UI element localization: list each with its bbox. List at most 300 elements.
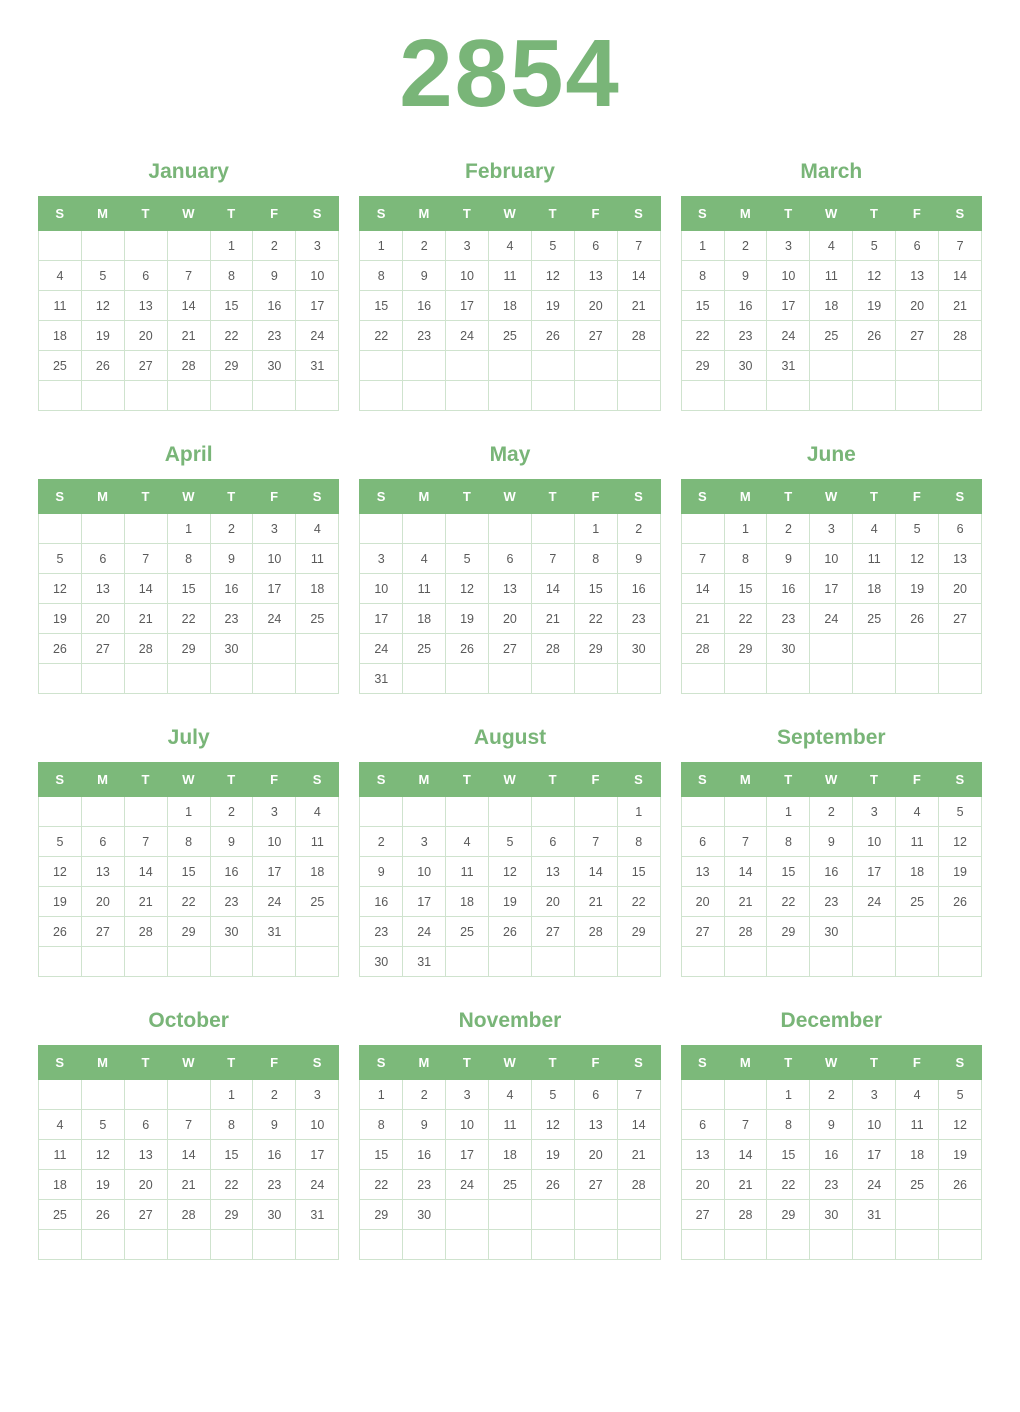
day-cell[interactable]: 19 (939, 1140, 982, 1170)
day-cell[interactable]: 22 (574, 604, 617, 634)
day-cell[interactable]: 17 (853, 1140, 896, 1170)
day-cell[interactable]: 13 (531, 857, 574, 887)
day-cell[interactable]: 10 (296, 1110, 339, 1140)
day-cell[interactable]: 5 (446, 544, 489, 574)
day-cell[interactable]: 4 (810, 231, 853, 261)
day-cell[interactable]: 7 (939, 231, 982, 261)
day-cell[interactable]: 18 (296, 857, 339, 887)
day-cell[interactable]: 11 (39, 291, 82, 321)
day-cell[interactable]: 3 (446, 1080, 489, 1110)
day-cell[interactable]: 6 (124, 261, 167, 291)
day-cell[interactable]: 20 (489, 604, 532, 634)
day-cell[interactable]: 2 (210, 514, 253, 544)
day-cell[interactable]: 25 (296, 887, 339, 917)
day-cell[interactable]: 15 (167, 857, 210, 887)
day-cell[interactable]: 4 (489, 1080, 532, 1110)
day-cell[interactable]: 28 (167, 1200, 210, 1230)
day-cell[interactable]: 13 (124, 1140, 167, 1170)
day-cell[interactable]: 13 (681, 1140, 724, 1170)
day-cell[interactable]: 23 (253, 1170, 296, 1200)
day-cell[interactable]: 27 (81, 634, 124, 664)
day-cell[interactable]: 14 (939, 261, 982, 291)
day-cell[interactable]: 2 (810, 797, 853, 827)
day-cell[interactable]: 21 (617, 1140, 660, 1170)
day-cell[interactable]: 23 (210, 887, 253, 917)
day-cell[interactable]: 26 (81, 1200, 124, 1230)
day-cell[interactable]: 15 (210, 1140, 253, 1170)
day-cell[interactable]: 18 (403, 604, 446, 634)
day-cell[interactable]: 12 (81, 291, 124, 321)
day-cell[interactable]: 4 (39, 1110, 82, 1140)
day-cell[interactable]: 5 (81, 261, 124, 291)
day-cell[interactable]: 5 (81, 1110, 124, 1140)
day-cell[interactable]: 17 (253, 574, 296, 604)
day-cell[interactable]: 4 (403, 544, 446, 574)
day-cell[interactable]: 28 (724, 1200, 767, 1230)
day-cell[interactable]: 19 (39, 604, 82, 634)
day-cell[interactable]: 21 (681, 604, 724, 634)
day-cell[interactable]: 2 (253, 231, 296, 261)
day-cell[interactable]: 11 (39, 1140, 82, 1170)
day-cell[interactable]: 8 (360, 1110, 403, 1140)
day-cell[interactable]: 21 (124, 604, 167, 634)
day-cell[interactable]: 13 (489, 574, 532, 604)
day-cell[interactable]: 20 (574, 291, 617, 321)
day-cell[interactable]: 26 (939, 887, 982, 917)
day-cell[interactable]: 14 (724, 857, 767, 887)
day-cell[interactable]: 15 (681, 291, 724, 321)
day-cell[interactable]: 16 (360, 887, 403, 917)
day-cell[interactable]: 1 (210, 1080, 253, 1110)
day-cell[interactable]: 30 (724, 351, 767, 381)
day-cell[interactable]: 16 (617, 574, 660, 604)
day-cell[interactable]: 27 (531, 917, 574, 947)
day-cell[interactable]: 2 (767, 514, 810, 544)
day-cell[interactable]: 9 (724, 261, 767, 291)
day-cell[interactable]: 27 (81, 917, 124, 947)
day-cell[interactable]: 12 (81, 1140, 124, 1170)
day-cell[interactable]: 31 (296, 351, 339, 381)
day-cell[interactable]: 14 (167, 291, 210, 321)
day-cell[interactable]: 19 (531, 1140, 574, 1170)
day-cell[interactable]: 25 (39, 1200, 82, 1230)
day-cell[interactable]: 11 (446, 857, 489, 887)
day-cell[interactable]: 23 (810, 1170, 853, 1200)
day-cell[interactable]: 17 (360, 604, 403, 634)
day-cell[interactable]: 10 (253, 544, 296, 574)
day-cell[interactable]: 10 (403, 857, 446, 887)
day-cell[interactable]: 2 (403, 1080, 446, 1110)
day-cell[interactable]: 6 (574, 231, 617, 261)
day-cell[interactable]: 7 (167, 261, 210, 291)
day-cell[interactable]: 13 (681, 857, 724, 887)
day-cell[interactable]: 28 (724, 917, 767, 947)
day-cell[interactable]: 31 (360, 664, 403, 694)
day-cell[interactable]: 15 (360, 291, 403, 321)
day-cell[interactable]: 18 (39, 321, 82, 351)
day-cell[interactable]: 9 (210, 827, 253, 857)
day-cell[interactable]: 10 (853, 1110, 896, 1140)
day-cell[interactable]: 29 (681, 351, 724, 381)
day-cell[interactable]: 18 (296, 574, 339, 604)
day-cell[interactable]: 16 (253, 1140, 296, 1170)
day-cell[interactable]: 13 (81, 574, 124, 604)
day-cell[interactable]: 20 (81, 604, 124, 634)
day-cell[interactable]: 26 (446, 634, 489, 664)
day-cell[interactable]: 6 (896, 231, 939, 261)
day-cell[interactable]: 1 (167, 797, 210, 827)
day-cell[interactable]: 8 (617, 827, 660, 857)
day-cell[interactable]: 6 (124, 1110, 167, 1140)
day-cell[interactable]: 23 (360, 917, 403, 947)
day-cell[interactable]: 2 (253, 1080, 296, 1110)
day-cell[interactable]: 5 (853, 231, 896, 261)
day-cell[interactable]: 7 (124, 544, 167, 574)
day-cell[interactable]: 3 (853, 1080, 896, 1110)
day-cell[interactable]: 29 (360, 1200, 403, 1230)
day-cell[interactable]: 16 (767, 574, 810, 604)
day-cell[interactable]: 27 (939, 604, 982, 634)
day-cell[interactable]: 12 (39, 857, 82, 887)
day-cell[interactable]: 9 (253, 261, 296, 291)
day-cell[interactable]: 20 (896, 291, 939, 321)
day-cell[interactable]: 27 (681, 917, 724, 947)
day-cell[interactable]: 14 (617, 1110, 660, 1140)
day-cell[interactable]: 6 (574, 1080, 617, 1110)
day-cell[interactable]: 7 (681, 544, 724, 574)
day-cell[interactable]: 7 (574, 827, 617, 857)
day-cell[interactable]: 31 (767, 351, 810, 381)
day-cell[interactable]: 28 (124, 634, 167, 664)
day-cell[interactable]: 2 (210, 797, 253, 827)
day-cell[interactable]: 24 (446, 1170, 489, 1200)
day-cell[interactable]: 5 (39, 544, 82, 574)
day-cell[interactable]: 29 (574, 634, 617, 664)
day-cell[interactable]: 3 (296, 231, 339, 261)
day-cell[interactable]: 26 (81, 351, 124, 381)
day-cell[interactable]: 20 (681, 887, 724, 917)
day-cell[interactable]: 26 (531, 321, 574, 351)
day-cell[interactable]: 11 (489, 261, 532, 291)
day-cell[interactable]: 17 (253, 857, 296, 887)
day-cell[interactable]: 24 (853, 887, 896, 917)
day-cell[interactable]: 22 (617, 887, 660, 917)
day-cell[interactable]: 25 (39, 351, 82, 381)
day-cell[interactable]: 21 (124, 887, 167, 917)
day-cell[interactable]: 7 (617, 1080, 660, 1110)
day-cell[interactable]: 24 (810, 604, 853, 634)
day-cell[interactable]: 11 (489, 1110, 532, 1140)
day-cell[interactable]: 29 (167, 634, 210, 664)
day-cell[interactable]: 18 (896, 1140, 939, 1170)
day-cell[interactable]: 19 (39, 887, 82, 917)
day-cell[interactable]: 18 (446, 887, 489, 917)
day-cell[interactable]: 30 (360, 947, 403, 977)
day-cell[interactable]: 15 (617, 857, 660, 887)
day-cell[interactable]: 22 (360, 321, 403, 351)
day-cell[interactable]: 1 (574, 514, 617, 544)
day-cell[interactable]: 7 (724, 1110, 767, 1140)
day-cell[interactable]: 22 (360, 1170, 403, 1200)
day-cell[interactable]: 4 (446, 827, 489, 857)
day-cell[interactable]: 23 (403, 321, 446, 351)
day-cell[interactable]: 18 (39, 1170, 82, 1200)
day-cell[interactable]: 13 (574, 1110, 617, 1140)
day-cell[interactable]: 23 (253, 321, 296, 351)
day-cell[interactable]: 28 (531, 634, 574, 664)
day-cell[interactable]: 24 (360, 634, 403, 664)
day-cell[interactable]: 25 (446, 917, 489, 947)
day-cell[interactable]: 12 (939, 827, 982, 857)
day-cell[interactable]: 25 (896, 887, 939, 917)
day-cell[interactable]: 6 (939, 514, 982, 544)
day-cell[interactable]: 6 (531, 827, 574, 857)
day-cell[interactable]: 26 (489, 917, 532, 947)
day-cell[interactable]: 1 (767, 797, 810, 827)
day-cell[interactable]: 20 (124, 1170, 167, 1200)
day-cell[interactable]: 12 (853, 261, 896, 291)
day-cell[interactable]: 1 (767, 1080, 810, 1110)
day-cell[interactable]: 27 (574, 321, 617, 351)
day-cell[interactable]: 16 (724, 291, 767, 321)
day-cell[interactable]: 21 (724, 887, 767, 917)
day-cell[interactable]: 4 (896, 797, 939, 827)
day-cell[interactable]: 18 (810, 291, 853, 321)
day-cell[interactable]: 9 (810, 827, 853, 857)
day-cell[interactable]: 21 (617, 291, 660, 321)
day-cell[interactable]: 5 (939, 797, 982, 827)
day-cell[interactable]: 21 (724, 1170, 767, 1200)
day-cell[interactable]: 17 (810, 574, 853, 604)
day-cell[interactable]: 1 (360, 231, 403, 261)
day-cell[interactable]: 8 (210, 261, 253, 291)
day-cell[interactable]: 23 (810, 887, 853, 917)
day-cell[interactable]: 27 (124, 1200, 167, 1230)
day-cell[interactable]: 20 (681, 1170, 724, 1200)
day-cell[interactable]: 24 (253, 604, 296, 634)
day-cell[interactable]: 24 (853, 1170, 896, 1200)
day-cell[interactable]: 3 (446, 231, 489, 261)
day-cell[interactable]: 15 (724, 574, 767, 604)
day-cell[interactable]: 2 (724, 231, 767, 261)
day-cell[interactable]: 17 (403, 887, 446, 917)
day-cell[interactable]: 3 (403, 827, 446, 857)
day-cell[interactable]: 30 (253, 351, 296, 381)
day-cell[interactable]: 29 (767, 1200, 810, 1230)
day-cell[interactable]: 14 (167, 1140, 210, 1170)
day-cell[interactable]: 17 (767, 291, 810, 321)
day-cell[interactable]: 6 (489, 544, 532, 574)
day-cell[interactable]: 2 (403, 231, 446, 261)
day-cell[interactable]: 27 (681, 1200, 724, 1230)
day-cell[interactable]: 30 (617, 634, 660, 664)
day-cell[interactable]: 15 (767, 1140, 810, 1170)
day-cell[interactable]: 28 (574, 917, 617, 947)
day-cell[interactable]: 8 (167, 544, 210, 574)
day-cell[interactable]: 5 (489, 827, 532, 857)
day-cell[interactable]: 4 (296, 797, 339, 827)
day-cell[interactable]: 13 (81, 857, 124, 887)
day-cell[interactable]: 16 (403, 1140, 446, 1170)
day-cell[interactable]: 15 (767, 857, 810, 887)
day-cell[interactable]: 17 (853, 857, 896, 887)
day-cell[interactable]: 18 (489, 291, 532, 321)
day-cell[interactable]: 31 (296, 1200, 339, 1230)
day-cell[interactable]: 22 (767, 887, 810, 917)
day-cell[interactable]: 13 (896, 261, 939, 291)
day-cell[interactable]: 23 (724, 321, 767, 351)
day-cell[interactable]: 26 (853, 321, 896, 351)
day-cell[interactable]: 28 (124, 917, 167, 947)
day-cell[interactable]: 19 (81, 321, 124, 351)
day-cell[interactable]: 2 (810, 1080, 853, 1110)
day-cell[interactable]: 27 (896, 321, 939, 351)
day-cell[interactable]: 22 (210, 1170, 253, 1200)
day-cell[interactable]: 8 (681, 261, 724, 291)
day-cell[interactable]: 15 (210, 291, 253, 321)
day-cell[interactable]: 29 (210, 1200, 253, 1230)
day-cell[interactable]: 8 (210, 1110, 253, 1140)
day-cell[interactable]: 23 (617, 604, 660, 634)
day-cell[interactable]: 3 (253, 797, 296, 827)
day-cell[interactable]: 30 (253, 1200, 296, 1230)
day-cell[interactable]: 12 (39, 574, 82, 604)
day-cell[interactable]: 7 (724, 827, 767, 857)
day-cell[interactable]: 10 (446, 1110, 489, 1140)
day-cell[interactable]: 24 (446, 321, 489, 351)
day-cell[interactable]: 24 (253, 887, 296, 917)
day-cell[interactable]: 19 (81, 1170, 124, 1200)
day-cell[interactable]: 30 (210, 917, 253, 947)
day-cell[interactable]: 21 (167, 1170, 210, 1200)
day-cell[interactable]: 9 (617, 544, 660, 574)
day-cell[interactable]: 24 (296, 321, 339, 351)
day-cell[interactable]: 10 (446, 261, 489, 291)
day-cell[interactable]: 4 (489, 231, 532, 261)
day-cell[interactable]: 31 (853, 1200, 896, 1230)
day-cell[interactable]: 24 (296, 1170, 339, 1200)
day-cell[interactable]: 19 (896, 574, 939, 604)
day-cell[interactable]: 13 (124, 291, 167, 321)
day-cell[interactable]: 5 (531, 231, 574, 261)
day-cell[interactable]: 28 (681, 634, 724, 664)
day-cell[interactable]: 23 (210, 604, 253, 634)
day-cell[interactable]: 12 (446, 574, 489, 604)
day-cell[interactable]: 14 (531, 574, 574, 604)
day-cell[interactable]: 23 (767, 604, 810, 634)
day-cell[interactable]: 9 (403, 261, 446, 291)
day-cell[interactable]: 17 (296, 1140, 339, 1170)
day-cell[interactable]: 13 (574, 261, 617, 291)
day-cell[interactable]: 16 (403, 291, 446, 321)
day-cell[interactable]: 3 (253, 514, 296, 544)
day-cell[interactable]: 3 (767, 231, 810, 261)
day-cell[interactable]: 10 (767, 261, 810, 291)
day-cell[interactable]: 7 (167, 1110, 210, 1140)
day-cell[interactable]: 26 (939, 1170, 982, 1200)
day-cell[interactable]: 21 (939, 291, 982, 321)
day-cell[interactable]: 20 (939, 574, 982, 604)
day-cell[interactable]: 15 (360, 1140, 403, 1170)
day-cell[interactable]: 14 (124, 857, 167, 887)
day-cell[interactable]: 7 (124, 827, 167, 857)
day-cell[interactable]: 1 (210, 231, 253, 261)
day-cell[interactable]: 25 (896, 1170, 939, 1200)
day-cell[interactable]: 23 (403, 1170, 446, 1200)
day-cell[interactable]: 8 (360, 261, 403, 291)
day-cell[interactable]: 9 (810, 1110, 853, 1140)
day-cell[interactable]: 28 (167, 351, 210, 381)
day-cell[interactable]: 27 (124, 351, 167, 381)
day-cell[interactable]: 1 (724, 514, 767, 544)
day-cell[interactable]: 7 (531, 544, 574, 574)
day-cell[interactable]: 9 (360, 857, 403, 887)
day-cell[interactable]: 20 (574, 1140, 617, 1170)
day-cell[interactable]: 1 (360, 1080, 403, 1110)
day-cell[interactable]: 28 (939, 321, 982, 351)
day-cell[interactable]: 8 (724, 544, 767, 574)
day-cell[interactable]: 10 (253, 827, 296, 857)
day-cell[interactable]: 16 (210, 857, 253, 887)
day-cell[interactable]: 14 (574, 857, 617, 887)
day-cell[interactable]: 3 (360, 544, 403, 574)
day-cell[interactable]: 29 (210, 351, 253, 381)
day-cell[interactable]: 12 (531, 1110, 574, 1140)
day-cell[interactable]: 18 (896, 857, 939, 887)
day-cell[interactable]: 4 (853, 514, 896, 544)
day-cell[interactable]: 22 (210, 321, 253, 351)
day-cell[interactable]: 16 (810, 1140, 853, 1170)
day-cell[interactable]: 14 (681, 574, 724, 604)
day-cell[interactable]: 16 (253, 291, 296, 321)
day-cell[interactable]: 14 (724, 1140, 767, 1170)
day-cell[interactable]: 26 (39, 634, 82, 664)
day-cell[interactable]: 1 (617, 797, 660, 827)
day-cell[interactable]: 24 (403, 917, 446, 947)
day-cell[interactable]: 12 (939, 1110, 982, 1140)
day-cell[interactable]: 25 (853, 604, 896, 634)
day-cell[interactable]: 20 (531, 887, 574, 917)
day-cell[interactable]: 14 (617, 261, 660, 291)
day-cell[interactable]: 30 (403, 1200, 446, 1230)
day-cell[interactable]: 24 (767, 321, 810, 351)
day-cell[interactable]: 11 (896, 827, 939, 857)
day-cell[interactable]: 4 (296, 514, 339, 544)
day-cell[interactable]: 11 (896, 1110, 939, 1140)
day-cell[interactable]: 4 (39, 261, 82, 291)
day-cell[interactable]: 22 (724, 604, 767, 634)
day-cell[interactable]: 5 (939, 1080, 982, 1110)
day-cell[interactable]: 11 (853, 544, 896, 574)
day-cell[interactable]: 4 (896, 1080, 939, 1110)
day-cell[interactable]: 31 (253, 917, 296, 947)
day-cell[interactable]: 9 (210, 544, 253, 574)
day-cell[interactable]: 10 (853, 827, 896, 857)
day-cell[interactable]: 19 (446, 604, 489, 634)
day-cell[interactable]: 6 (81, 544, 124, 574)
day-cell[interactable]: 1 (167, 514, 210, 544)
day-cell[interactable]: 29 (767, 917, 810, 947)
day-cell[interactable]: 20 (81, 887, 124, 917)
day-cell[interactable]: 6 (681, 827, 724, 857)
day-cell[interactable]: 18 (853, 574, 896, 604)
day-cell[interactable]: 11 (403, 574, 446, 604)
day-cell[interactable]: 10 (810, 544, 853, 574)
day-cell[interactable]: 8 (574, 544, 617, 574)
day-cell[interactable]: 21 (531, 604, 574, 634)
day-cell[interactable]: 17 (296, 291, 339, 321)
day-cell[interactable]: 15 (167, 574, 210, 604)
